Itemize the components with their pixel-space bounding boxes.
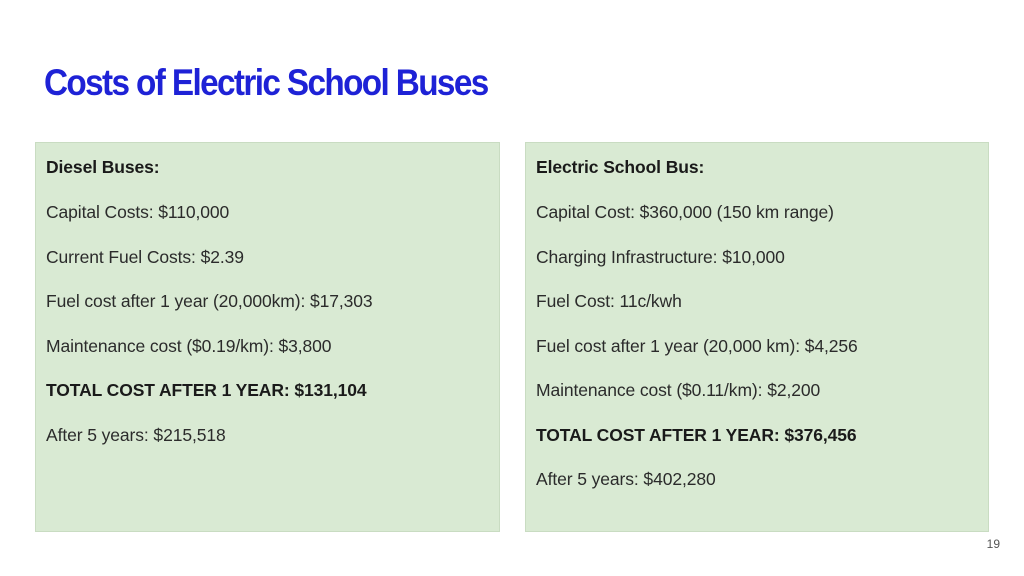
diesel-fuel-cost-after-1-year: Fuel cost after 1 year (20,000km): $17,303: [46, 291, 373, 311]
electric-capital-cost: Capital Cost: $360,000 (150 km range): [536, 202, 834, 222]
diesel-maintenance-cost: Maintenance cost ($0.19/km): $3,800: [46, 336, 332, 356]
electric-total-cost-1-year: TOTAL COST AFTER 1 YEAR: $376,456: [536, 425, 857, 445]
diesel-total-cost-1-year: TOTAL COST AFTER 1 YEAR: $131,104: [46, 380, 367, 400]
electric-after-5-years: After 5 years: $402,280: [536, 469, 716, 489]
electric-panel: [525, 142, 989, 532]
diesel-current-fuel-costs: Current Fuel Costs: $2.39: [46, 247, 244, 267]
diesel-panel: [35, 142, 500, 532]
electric-fuel-cost: Fuel Cost: 11c/kwh: [536, 291, 682, 311]
electric-fuel-cost-after-1-year: Fuel cost after 1 year (20,000 km): $4,256: [536, 336, 858, 356]
electric-heading: Electric School Bus:: [536, 157, 705, 177]
electric-maintenance-cost: Maintenance cost ($0.11/km): $2,200: [536, 380, 821, 400]
diesel-heading: Diesel Buses:: [46, 157, 160, 177]
electric-charging-infrastructure: Charging Infrastructure: $10,000: [536, 247, 785, 267]
page-number: 19: [986, 537, 1000, 551]
diesel-capital-costs: Capital Costs: $110,000: [46, 202, 230, 222]
slide-title: Costs of Electric School Buses: [44, 62, 488, 103]
diesel-after-5-years: After 5 years: $215,518: [46, 425, 226, 445]
